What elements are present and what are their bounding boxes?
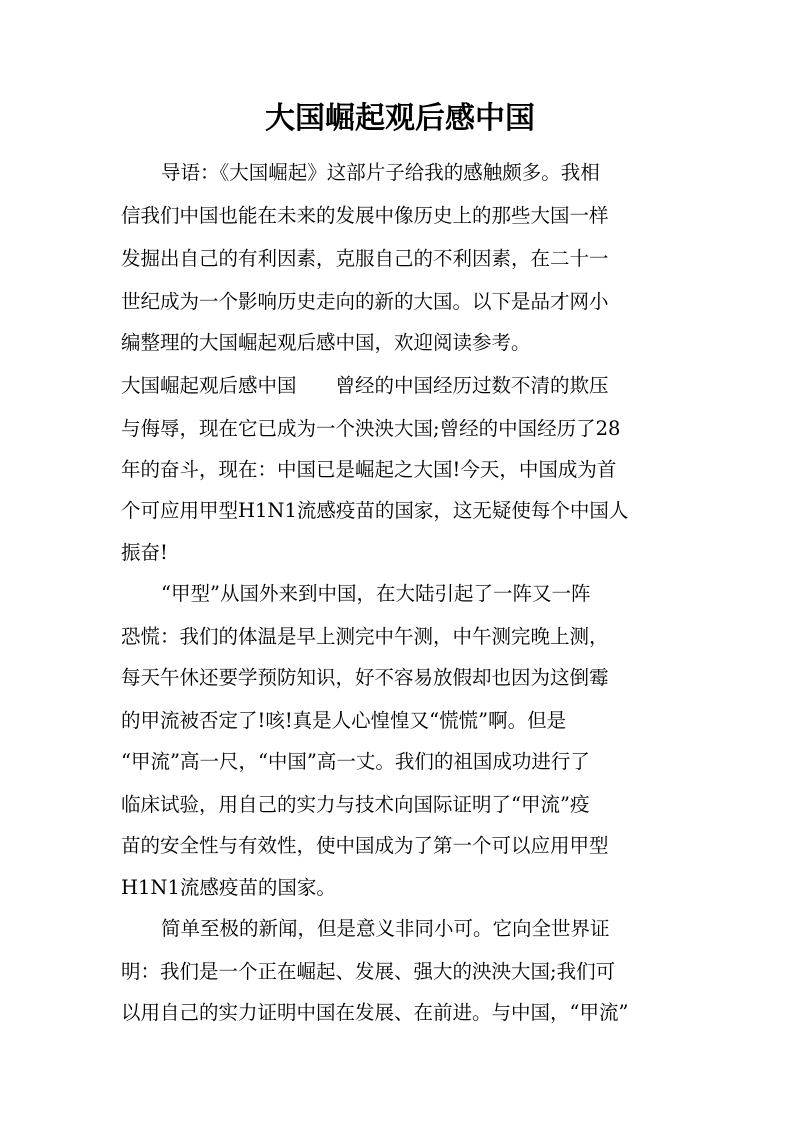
paragraph-line: 恐慌：我们的体温是早上测完中午测，中午测完晚上测， bbox=[121, 625, 609, 648]
document-title: 大国崛起观后感中国 bbox=[265, 101, 535, 136]
paragraph-line: 的甲流被否定了!咳!真是人心惶惶又“慌慌”啊。但是 bbox=[121, 709, 567, 732]
paragraph-line: 发掘出自己的有利因素，克服自己的不利因素，在二十一 bbox=[121, 247, 609, 270]
paragraph-line: 编整理的大国崛起观后感中国，欢迎阅读参考。 bbox=[121, 331, 531, 354]
paragraph-line: 大国崛起观后感中国 曾经的中国经历过数不清的欺压 bbox=[121, 374, 609, 397]
paragraph-line: 信我们中国也能在未来的发展中像历史上的那些大国一样 bbox=[121, 204, 609, 227]
paragraph-line: 每天午休还要学预防知识，好不容易放假却也因为这倒霉 bbox=[121, 666, 609, 689]
paragraph-line: 年的奋斗，现在：中国已是崛起之大国!今天，中国成为首 bbox=[121, 458, 617, 481]
paragraph-line: 个可应用甲型H1N1流感疫苗的国家，这无疑使每个中国人 bbox=[121, 499, 629, 522]
paragraph-line: H1N1流感疫苗的国家。 bbox=[121, 876, 336, 899]
paragraph-line: 与侮辱，现在它已成为一个泱泱大国;曾经的中国经历了28 bbox=[121, 417, 621, 440]
paragraph-line: 振奋! bbox=[121, 541, 168, 564]
paragraph-line: 以用自己的实力证明中国在发展、在前进。与中国，“甲流” bbox=[121, 1001, 629, 1024]
paragraph-line: 苗的安全性与有效性，使中国成为了第一个可以应用甲型 bbox=[121, 834, 609, 857]
paragraph-line: 世纪成为一个影响历史走向的新的大国。以下是品才网小 bbox=[121, 290, 609, 313]
paragraph-line: “甲流”高一尺，“中国”高一丈。我们的祖国成功进行了 bbox=[121, 750, 590, 773]
paragraph-line: 临床试验，用自己的实力与技术向国际证明了“甲流”疫 bbox=[121, 793, 590, 816]
paragraph-line: 明：我们是一个正在崛起、发展、强大的泱泱大国;我们可 bbox=[121, 960, 616, 983]
paragraph-line: 简单至极的新闻，但是意义非同小可。它向全世界证 bbox=[161, 917, 610, 940]
paragraph-line: 导语：《大国崛起》这部片子给我的感触颇多。我相 bbox=[161, 161, 600, 184]
paragraph-line: “甲型”从国外来到中国，在大陆引起了一阵又一阵 bbox=[161, 582, 591, 605]
